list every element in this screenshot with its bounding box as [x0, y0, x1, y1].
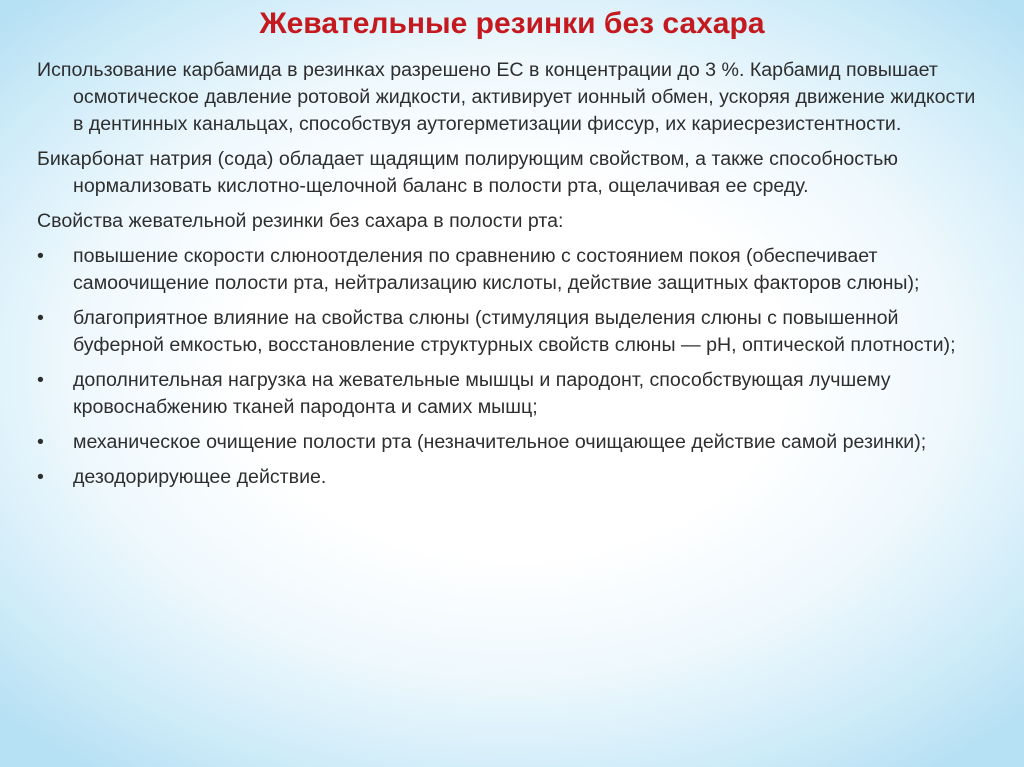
- slide-content: [37, 57, 987, 499]
- properties-list: [37, 243, 987, 491]
- list-item: [37, 243, 987, 297]
- slide-title: Жевательные резинки без сахара: [259, 7, 765, 40]
- paragraph-carbamide: Использование карбамида в резинках разрешено ЕС в концентрации до 3 %. Карбамид повышает осмотическое давление ротовой жидкости, активирует ионный обмен, ускоряя движение жидкости в дентинных канальцах, способствуя аутогерметизации фиссур, их кариесрезистентности.: [37, 59, 976, 135]
- paragraph-sodium-bicarbonate: Бикарбонат натрия (сода) обладает щадящим полирующим свойством, а также способностью нормализовать кислотно-щелочной баланс в полости рта, ощелачивая ее среду.: [37, 148, 898, 197]
- list-item: [37, 367, 987, 421]
- bullet-icon: •: [37, 307, 44, 329]
- list-item-text: дезодорирующее действие.: [73, 466, 327, 488]
- list-item-text: механическое очищение полости рта (незначительное очищающее действие самой резинки);: [73, 431, 927, 453]
- list-item: [37, 305, 987, 359]
- list-item-text: повышение скорости слюноотделения по сравнению с состоянием покоя (обеспечивает самоочищение полости рта, нейтрализацию кислоты, действие защитных факторов слюны);: [73, 245, 920, 294]
- list-item: [37, 429, 987, 456]
- paragraph-properties-intro: Свойства жевательной резинки без сахара в полости рта:: [37, 210, 564, 232]
- list-item-text: благоприятное влияние на свойства слюны (стимуляция выделения слюны с повышенной буферной емкостью, восстановление структурных свойств слюны — рН, оптической плотности);: [73, 307, 956, 356]
- list-item: [37, 464, 987, 491]
- bullet-icon: •: [37, 431, 44, 453]
- bullet-icon: •: [37, 245, 44, 267]
- list-item-text: дополнительная нагрузка на жевательные мышцы и пародонт, способствующая лучшему кровоснабжению тканей пародонта и самих мышц;: [73, 369, 891, 418]
- bullet-icon: •: [37, 369, 44, 391]
- bullet-icon: •: [37, 466, 44, 488]
